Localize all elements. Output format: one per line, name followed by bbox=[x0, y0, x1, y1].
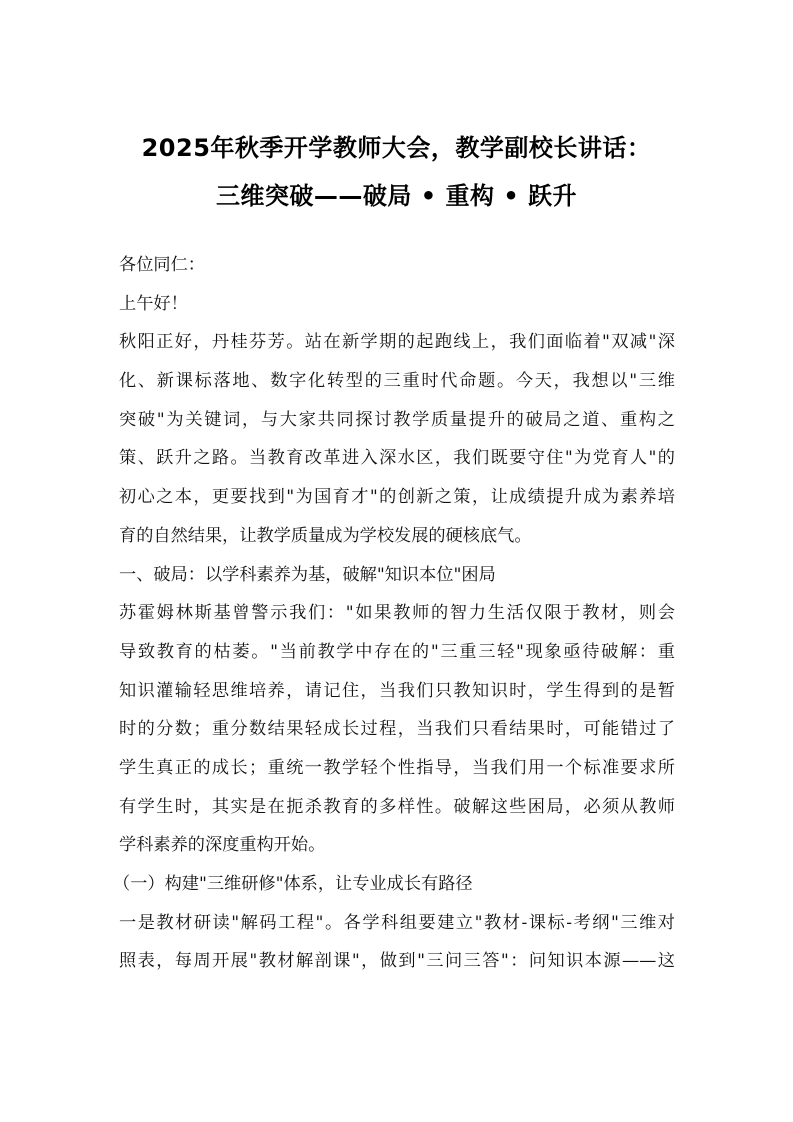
paragraph-line: 时的分数；重分数结果轻成长过程，当我们只看结果时，可能错过了 bbox=[119, 719, 675, 740]
paragraph-line: 照表，每周开展"教材解剖课"，做到"三问三答"：问知识本源——这 bbox=[119, 951, 675, 972]
document-title-line-1: 2025年秋季开学教师大会，教学副校长讲话： bbox=[141, 134, 652, 162]
paragraph-line: 化、新课标落地、数字化转型的三重时代命题。今天，我想以"三维 bbox=[119, 371, 675, 392]
paragraph-line: 突破"为关键词，与大家共同探讨教学质量提升的破局之道、重构之 bbox=[119, 409, 675, 430]
paragraph-line: 苏霍姆林斯基曾警示我们："如果教师的智力生活仅限于教材，则会 bbox=[119, 603, 675, 624]
paragraph-line: 知识灌输轻思维培养，请记住，当我们只教知识时，学生得到的是暂 bbox=[119, 680, 675, 701]
paragraph-line: 学生真正的成长；重统一教学轻个性指导，当我们用一个标准要求所 bbox=[119, 757, 675, 778]
document-title-line-2: 三维突破——破局 • 重构 • 跃升 bbox=[215, 182, 578, 210]
paragraph-line: 有学生时，其实是在扼杀教育的多样性。破解这些困局，必须从教师 bbox=[119, 796, 675, 817]
section-heading: 一、破局：以学科素养为基，破解"知识本位"困局 bbox=[119, 564, 496, 585]
paragraph-line: 一是教材研读"解码工程"。各学科组要建立"教材-课标-考纲"三维对 bbox=[119, 912, 675, 933]
salutation: 各位同仁： bbox=[119, 255, 205, 275]
paragraph-line: 导致教育的枯萎。"当前教学中存在的"三重三轻"现象亟待破解：重 bbox=[119, 641, 675, 662]
paragraph-line: 秋阳正好，丹桂芬芳。站在新学期的起跑线上，我们面临着"双减"深 bbox=[119, 332, 675, 353]
paragraph-line: 策、跃升之路。当教育改革进入深水区，我们既要守住"为党育人"的 bbox=[119, 448, 675, 469]
document-body bbox=[113, 246, 675, 981]
subsection-heading: （一）构建"三维研修"体系，让专业成长有路径 bbox=[113, 874, 473, 894]
greeting: 上午好！ bbox=[119, 293, 188, 314]
paragraph-line: 学科素养的深度重构开始。 bbox=[119, 835, 326, 856]
paragraph-line: 初心之本，更要找到"为国育才"的创新之策，让成绩提升成为素养培 bbox=[119, 487, 675, 508]
paragraph-line: 育的自然结果，让教学质量成为学校发展的硬核底气。 bbox=[119, 525, 532, 546]
